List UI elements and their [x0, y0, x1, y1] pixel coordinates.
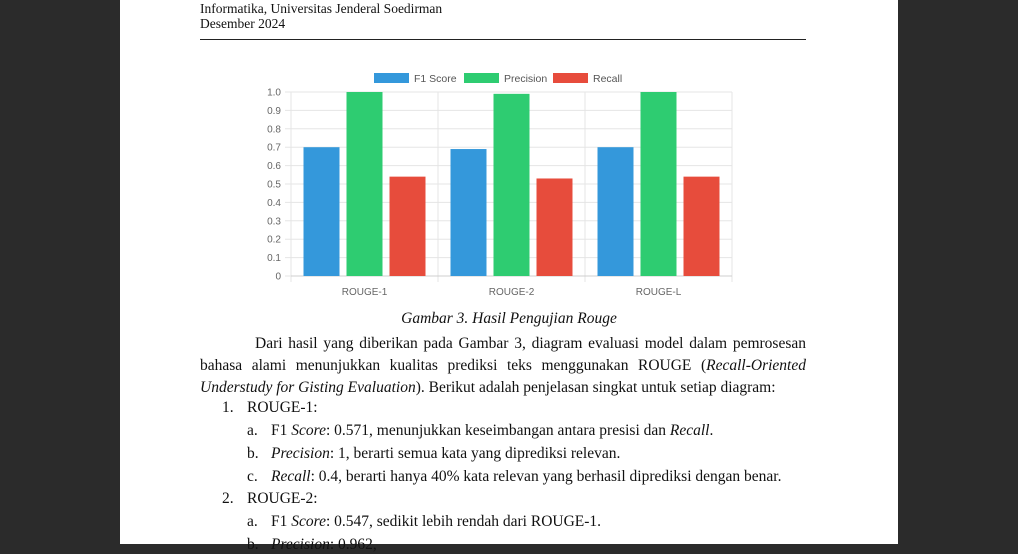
paragraph-text-2: ). Berikut adalah penjelasan singkat untuk setiap diagram: — [415, 379, 776, 396]
figure-caption: Gambar 3. Hasil Pengujian Rouge — [401, 310, 617, 327]
y-tick-label: 0.2 — [267, 234, 281, 246]
y-tick-label: 1.0 — [267, 87, 281, 99]
sub-list-letter: b. — [247, 536, 259, 553]
sub-text-term: Recall — [271, 468, 311, 485]
sub-list-letter: a. — [247, 422, 258, 439]
x-tick-label: ROUGE-2 — [488, 287, 535, 298]
sub-list-text — [271, 468, 781, 486]
bar-rouge-1-f1-score — [304, 147, 340, 276]
bar-rouge-l-f1-score — [598, 147, 634, 276]
sub-text-prefix: F1 — [271, 422, 292, 439]
x-tick-label: ROUGE-1 — [341, 287, 388, 298]
paragraph-italic-term: Recall-Oriented Understudy for Gisting Evaluation — [200, 357, 806, 396]
body-paragraph — [200, 333, 806, 399]
sub-text-end: . — [709, 422, 714, 439]
list-number: 1. — [222, 399, 234, 416]
sub-text-body: : 0.4, berarti hanya 40% kata relevan yang berhasil diprediksi dengan benar. — [310, 468, 782, 485]
bar-rouge-2-recall — [537, 178, 573, 276]
sub-text-body: : 0.571, menunjukkan keseimbangan antara presisi dan — [325, 422, 670, 439]
y-tick-label: 0.3 — [267, 216, 281, 228]
y-tick-label: 0.9 — [267, 105, 281, 117]
header-divider — [200, 39, 806, 40]
list-label: ROUGE-1: — [247, 399, 318, 416]
y-tick-label: 0.8 — [267, 124, 281, 136]
paragraph-text-1: Dari hasil yang diberikan pada Gambar 3, diagram evaluasi model dalam pemrosesan bahasa alami menunjukkan kualitas prediksi teks menggunakan ROUGE ( — [200, 335, 806, 374]
y-tick-label: 0.6 — [267, 161, 281, 173]
page-header — [200, 1, 442, 31]
y-tick-label: 0.1 — [267, 253, 281, 265]
sub-list-text — [271, 513, 601, 531]
sub-text-term: Precision — [271, 536, 330, 553]
sub-text-prefix: F1 — [271, 513, 292, 530]
y-tick-label: 0.5 — [267, 179, 281, 191]
legend-label-1: F1 Score — [414, 73, 457, 85]
legend-swatch-3 — [553, 73, 588, 83]
header-institution: Informatika, Universitas Jenderal Soedirman — [200, 1, 443, 16]
sub-list-letter: a. — [247, 513, 258, 530]
list-number: 2. — [222, 490, 234, 507]
legend-swatch-2 — [464, 73, 499, 83]
bar-rouge-l-recall — [684, 177, 720, 276]
sub-text-term: Score — [291, 422, 326, 439]
sub-list-text — [271, 445, 620, 463]
document-page — [120, 0, 898, 553]
header-date: Desember 2024 — [200, 16, 286, 31]
bar-rouge-1-precision — [347, 92, 383, 276]
sub-text-body: : 0.962, — [329, 536, 377, 553]
y-tick-label: 0.7 — [267, 142, 281, 154]
sub-list-text — [271, 536, 377, 554]
sub-text-term: Precision — [271, 445, 330, 462]
rouge-bar-chart — [120, 60, 898, 310]
bar-rouge-l-precision — [641, 92, 677, 276]
y-tick-label: 0 — [275, 271, 281, 283]
bar-rouge-1-recall — [390, 177, 426, 276]
sub-list-text — [271, 422, 713, 440]
y-tick-label: 0.4 — [267, 197, 281, 209]
sub-list-letter: c. — [247, 468, 258, 485]
x-tick-label: ROUGE-L — [635, 287, 682, 298]
legend-swatch-1 — [374, 73, 409, 83]
sub-text-body: : 1, berarti semua kata yang diprediksi relevan. — [329, 445, 621, 462]
bar-rouge-2-precision — [494, 94, 530, 276]
bar-rouge-2-f1-score — [451, 149, 487, 276]
sub-text-term: Score — [291, 513, 326, 530]
sub-text-body: : 0.547, sedikit lebih rendah dari ROUGE-1. — [325, 513, 602, 530]
sub-text-term2: Recall — [669, 422, 710, 439]
legend-label-2: Precision — [504, 73, 548, 85]
list-label: ROUGE-2: — [247, 490, 318, 507]
sub-list-letter: b. — [247, 445, 259, 462]
legend-label-3: Recall — [593, 73, 623, 85]
